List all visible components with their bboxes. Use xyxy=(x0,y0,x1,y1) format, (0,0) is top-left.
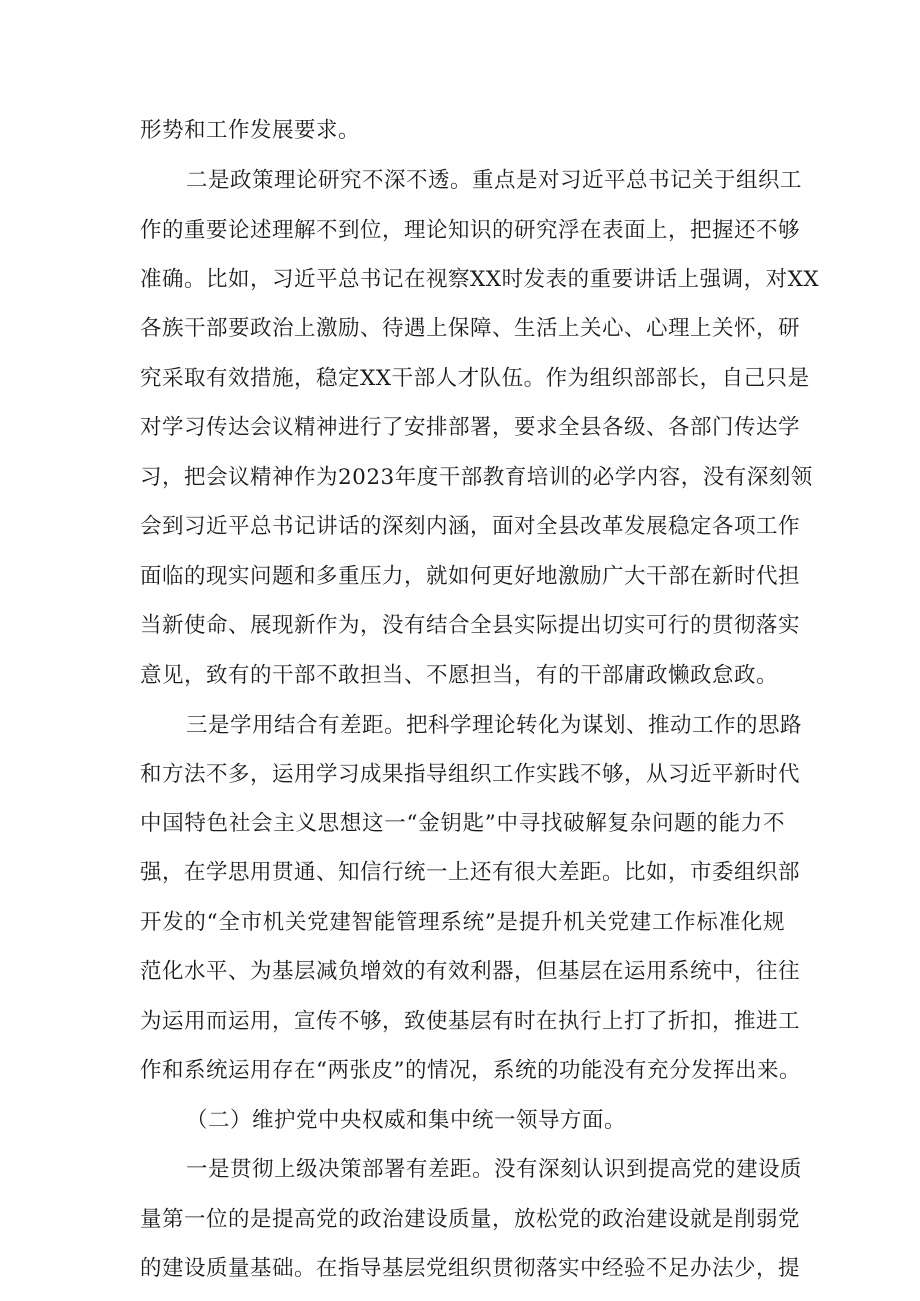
text-line: 各族干部要政治上激励、待遇上保障、生活上关心、心理上关怀，研 xyxy=(140,316,801,341)
text-line: 为运用而运用，宣传不够，致使基层有时在执行上打了折扣，推进工 xyxy=(140,1009,801,1034)
text-line: 意见，致有的干部不敢担当、不愿担当，有的干部庸政懒政怠政。 xyxy=(140,663,779,688)
text-line: 一是贯彻上级决策部署有差距。没有深刻认识到提高党的建设质 xyxy=(186,1157,803,1182)
text-line: 当新使命、展现新作为，没有结合全县实际提出切实可行的贯彻落实 xyxy=(140,613,801,638)
text-line: 对学习传达会议精神进行了安排部署，要求全县各级、各部门传达学 xyxy=(140,415,801,440)
text-line: 形势和工作发展要求。 xyxy=(140,118,361,143)
text-line: 和方法不多，运用学习成果指导组织工作实践不够，从习近平新时代 xyxy=(140,762,801,787)
text-line: 会到习近平总书记讲话的深刻内涵，面对全县改革发展稳定各项工作 xyxy=(140,514,801,539)
section-heading: （二）维护党中央权威和集中统一领导方面。 xyxy=(186,1108,627,1133)
text-line: 开发的“全市机关党建智能管理系统”是提升机关党建工作标准化规 xyxy=(140,910,785,935)
text-line: 作和系统运用存在“两张皮”的情况，系统的功能没有充分发挥出来。 xyxy=(140,1058,801,1083)
text-line: 量第一位的是提高党的政治建设质量，放松党的政治建设就是削弱党 xyxy=(140,1207,801,1232)
text-line: 究采取有效措施，稳定XX干部人才队伍。作为组织部部长，自己只是 xyxy=(140,366,810,391)
text-line: 三是学用结合有差距。把科学理论转化为谋划、推动工作的思路 xyxy=(186,713,803,738)
text-line: 中国特色社会主义思想这一“金钥匙”中寻找破解复杂问题的能力不 xyxy=(140,811,785,836)
text-line: 二是政策理论研究不深不透。重点是对习近平总书记关于组织工 xyxy=(186,168,803,193)
text-line: 习，把会议精神作为2023年度干部教育培训的必学内容，没有深刻领 xyxy=(140,465,813,490)
text-line: 面临的现实问题和多重压力，就如何更好地激励广大干部在新时代担 xyxy=(140,564,801,589)
text-line: 强，在学思用贯通、知信行统一上还有很大差距。比如，市委组织部 xyxy=(140,860,801,885)
text-line: 作的重要论述理解不到位，理论知识的研究浮在表面上，把握还不够 xyxy=(140,218,801,243)
text-line: 准确。比如，习近平总书记在视察XX时发表的重要讲话上强调，对XX xyxy=(140,267,820,292)
text-line: 的建设质量基础。在指导基层党组织贯彻落实中经验不足办法少，提 xyxy=(140,1256,801,1281)
text-line: 范化水平、为基层减负增效的有效利器，但基层在运用系统中，往往 xyxy=(140,959,801,984)
